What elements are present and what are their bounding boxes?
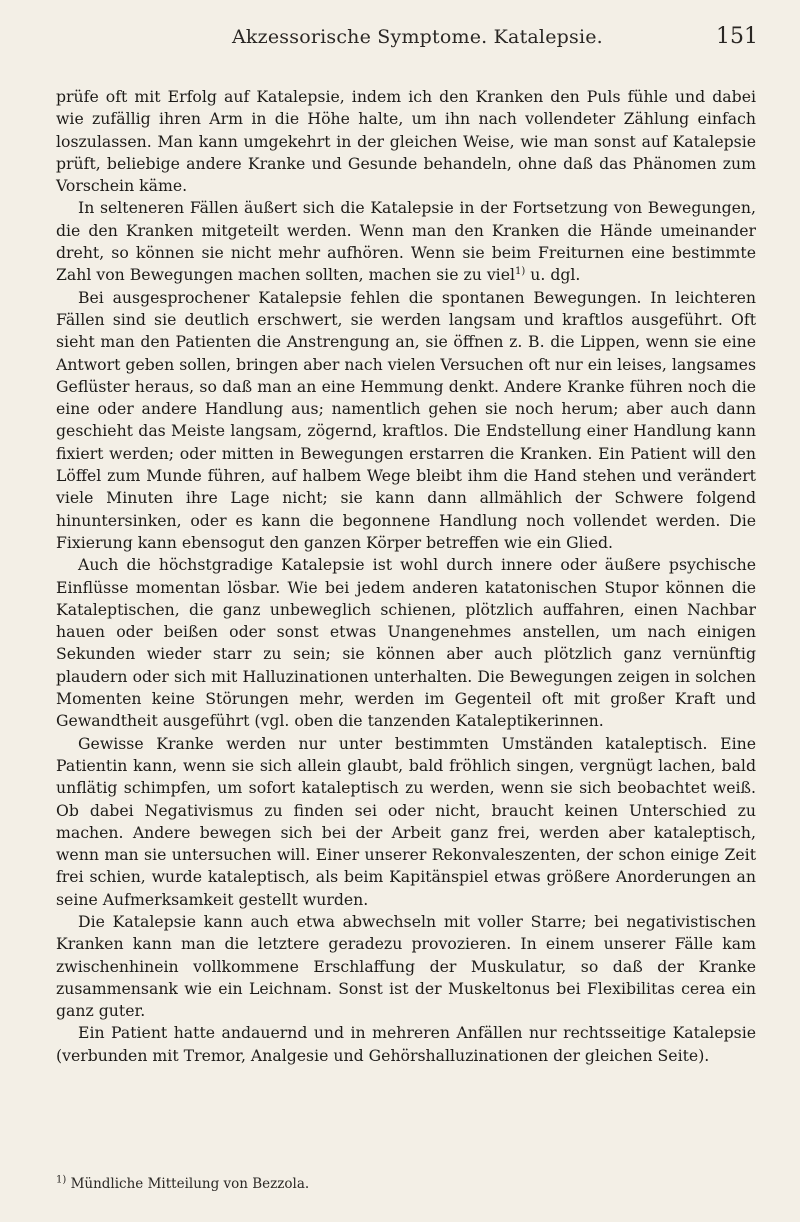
page-header (0, 0, 800, 70)
footnote-text: Mündliche Mitteilung von Bezzola. (70, 1176, 310, 1192)
running-head: Akzessorische Symptome. Katalepsie. (232, 26, 603, 48)
paragraph-continuation: prüfe oft mit Erfolg auf Katalepsie, indem ich den Kranken den Puls fühle und dabei wie zufällig ihren Arm in die Höhe halte, um ihn nach vollendeter Zählung einfach loszulassen. Man kann umgekehrt in der gleichen Weise, wie man sonst auf Katalepsie prüft, beliebige andere Kranke und Gesunde behandeln, ohne daß das Phänomen zum Vorschein käme. (56, 87, 756, 196)
paragraph-starre: Die Katalepsie kann auch etwa abwechseln mit voller Starre; bei negativistischen Kranken kann man die letztere geradezu provozieren. In einem unserer Fälle kam zwischenhinein vollkommene Erschlaffung der Muskulatur, so daß der Kranke zusammensank wie ein Leichnam. Sonst ist der Muskeltonus bei Flexibilitas cerea ein ganz guter. (56, 911, 756, 1021)
paragraph-spontane-bewegungen: Bei ausgesprochener Katalepsie fehlen die spontanen Bewegungen. In leichteren Fällen sind sie deutlich erschwert, sie werden langsam und kraftlos ausgeführt. Oft sieht man den Patienten die Anstrengung an, sie öffnen z. B. die Lippen, wenn sie eine Antwort geben sollen, bringen aber nach vielen Versuchen oft nur ein leises, langsames Geflüster heraus, so daß man an eine Hemmung denkt. Andere Kranke führen noch die eine oder andere Handlung aus; namentlich gehen sie noch herum; aber auch dann geschieht das Meiste langsam, zögernd, kraftlos. Die Endstellung einer Handlung kann fixiert werden; oder mitten in Bewegungen erstarren die Kranken. Ein Patient will den Löffel zum Munde führen, auf halbem Wege bleibt ihm die Hand stehen und verändert viele Minuten ihre Lage nicht; sie kann dann allmählich der Schwere folgend hinuntersinken, oder es kann die begonnene Handlung noch vollendet werden. Die Fixierung kann ebensogut den ganzen Körper betreffen wie ein Glied. (56, 287, 756, 552)
paragraph-bewegungen (56, 197, 756, 286)
footnote-reference: 1) (515, 266, 526, 278)
footnote (56, 1176, 756, 1192)
paragraph-text: In selteneren Fällen äußert sich die Katalepsie in der Fortsetzung von Bewegungen, die den Kranken mitgeteilt werden. Wenn man den Kranken die Hände umeinander dreht, so können sie nicht mehr aufhören. Wenn sie beim Freiturnen eine bestimmte Zahl von Bewegungen machen sollten, machen sie zu viel (56, 198, 756, 285)
body-text (56, 86, 756, 1067)
paragraph-umstaende: Gewisse Kranke werden nur unter bestimmten Umständen kataleptisch. Eine Patientin kann, wenn sie sich allein glaubt, bald fröhlich singen, vergnügt lachen, bald unflätig schimpfen, um sofort kataleptisch zu werden, wenn sie sich beobachtet weiß. Ob dabei Negativismus zu finden sei oder nicht, braucht keinen Unterschied zu machen. Andere bewegen sich bei der Arbeit ganz frei, werden aber kataleptisch, wenn man sie untersuchen will. Einer unserer Rekonvaleszenten, der schon einige Zeit frei schien, wurde kataleptisch, als beim Kapitänspiel etwas größere Anorderungen an seine Aufmerksamkeit gestellt wurden. (56, 733, 756, 909)
footnote-mark: 1) (56, 1174, 67, 1186)
paragraph-hoechstgradige-katalepsie: Auch die höchstgradige Katalepsie ist wohl durch innere oder äußere psychische Einflüsse momentan lösbar. Wie bei jedem anderen katatonischen Stupor können die Kataleptischen, die ganz unbeweglich schienen, plötzlich auffahren, einen Nachbar hauen oder beißen oder sonst etwas Unangenehmes anstellen, um nach einigen Sekunden wieder starr zu sein; sie können aber auch plötzlich ganz vernünftig plaudern oder sich mit Halluzinationen unterhalten. Die Bewegungen zeigen in solchen Momenten keine Störungen mehr, werden im Gegenteil oft mit großer Kraft und Gewandtheit ausgeführt (vgl. oben die tanzenden Kataleptikerinnen. (56, 555, 756, 731)
page-number: 151 (716, 24, 758, 49)
paragraph-text: u. dgl. (525, 265, 581, 285)
paragraph-rechtsseitig: Ein Patient hatte andauernd und in mehreren Anfällen nur rechtsseitige Katalepsie (verbunden mit Tremor, Analgesie und Gehörshalluzinationen der gleichen Seite). (56, 1023, 756, 1065)
